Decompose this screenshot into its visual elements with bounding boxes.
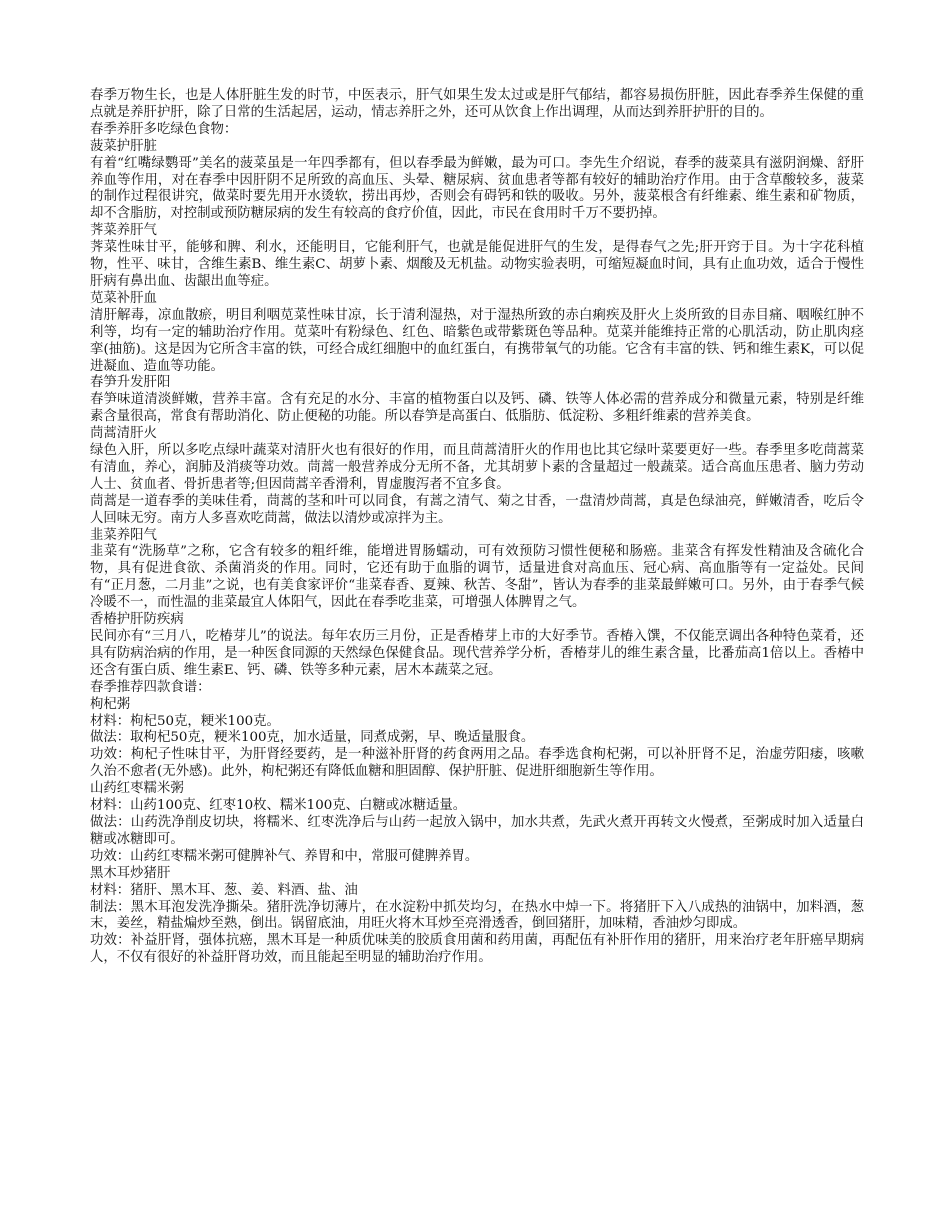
crown-daisy-title: 茼蒿清肝火 [90, 426, 157, 442]
amaranth-title: 苋菜补肝血 [90, 290, 157, 306]
chives-title: 韭菜养阳气 [90, 527, 157, 543]
spinach-text: 有着“红嘴绿鹦哥”美名的菠菜虽是一年四季都有，但以春季最为鲜嫩，最为可口。李先生介绍说，春季的菠菜具有滋阴润燥、舒肝养血等作用，对在春季中因肝阴不足所致的高血压、头晕、糖尿病、贫血患者等都有较好的辅助治疗作用。由于含草酸较多，菠菜的制作过程很讲究，做菜时要先用开水烫软，捞出再炒，否则会有碍钙和铁的吸收。另外，菠菜根含有纤维素、维生素和矿物质，却不含脂肪，对控制或预防糖尿病的发生有较高的食疗价值，因此，市民在食用时千万不要扔掉。 [90, 155, 864, 222]
amaranth-text: 清肝解毒，凉血散瘀，明目利咽苋菜性味甘凉，长于清利湿热，对于湿热所致的赤白痢疾及肝火上炎所致的目赤目痛、咽喉红肿不利等，均有一定的辅助治疗作用。苋菜叶有粉绿色、红色、暗紫色或带紫斑色等品种。苋菜并能维持正常的心肌活动，防止肌肉痉挛(抽筋)。这是因为它所含丰富的铁，可经合成红细胞中的血红蛋白，有携带氧气的功能。它含有丰富的铁、钙和维生素K，可以促进凝血、造血等功能。 [90, 307, 864, 374]
toona-title: 香椿护肝防疾病 [90, 612, 184, 628]
yam-congee-effect: 功效：山药红枣糯米粥可健脾补气、养胃和中，常服可健脾养胃。 [90, 848, 479, 864]
yam-congee-materials: 材料：山药100克、红枣10枚、糯米100克、白糖或冰糖适量。 [90, 798, 467, 814]
section-title-recipes: 春季推荐四款食谱： [90, 679, 211, 695]
yam-congee-title: 山药红枣糯米粥 [90, 781, 184, 797]
shepherds-purse-text: 荠菜性味甘平，能够和脾、利水，还能明目，它能利肝气，也就是能促进肝气的生发，是得春气之先;肝开窍于目。为十字花科植物，性平、味甘，含维生素B、维生素C、胡萝卜素、烟酸及无机盐。动物实验表明，可缩短凝血时间，具有止血功效，适合于慢性肝病有鼻出血、齿龈出血等症。 [90, 240, 864, 289]
pork-liver-materials: 材料：猪肝、黑木耳、葱、姜、料酒、盐、油 [90, 882, 358, 898]
shepherds-purse-title: 荠菜养肝气 [90, 223, 157, 239]
chives-text: 韭菜有“洗肠草”之称，它含有较多的粗纤维，能增进胃肠蠕动，可有效预防习惯性便秘和肠癌。韭菜含有挥发性精油及含硫化合物，具有促进食欲、杀菌消炎的作用。同时，它还有助于血脂的调节，适量进食对高血压、冠心病、高血脂等有一定益处。民间有“正月葱，二月韭”之说，也有美食家评价“韭菜春香、夏辣、秋苦、冬甜”，皆认为春季的韭菜最鲜嫩可口。另外，由于春季气候冷暖不一，而性温的韭菜最宜人体阳气，因此在春季吃韭菜，可增强人体脾胃之气。 [90, 544, 864, 611]
intro-paragraph: 春季万物生长，也是人体肝脏生发的时节，中医表示，肝气如果生发太过或是肝气郁结，都容易损伤肝脏，因此春季养生保健的重点就是养肝护肝，除了日常的生活起居，运动，情志养肝之外，还可从饮食上作出调理，从而达到养肝护肝的目的。 [90, 88, 864, 120]
yam-congee-method: 做法：山药洗净削皮切块，将糯米、红枣洗净后与山药一起放入锅中，加水共煮，先武火煮开再转文火慢煮，至粥成时加入适量白糖或冰糖即可。 [90, 814, 864, 847]
document-body [90, 88, 864, 967]
bamboo-shoot-text: 春笋味道清淡鲜嫩，营养丰富。含有充足的水分、丰富的植物蛋白以及钙、磷、铁等人体必需的营养成分和微量元素，特别是纤维素含量很高，常食有帮助消化、防止便秘的功能。所以春笋是高蛋白、低脂肪、低淀粉、多粗纤维素的营养美食。 [90, 392, 864, 425]
pork-liver-title: 黑木耳炒猪肝 [90, 865, 171, 881]
bamboo-shoot-title: 春笋升发肝阳 [90, 375, 171, 391]
crown-daisy-text-2: 茼蒿是一道春季的美味佳肴，茼蒿的茎和叶可以同食，有蒿之清气、菊之甘香，一盘清炒茼蒿，真是色绿油亮，鲜嫩清香，吃后令人回味无穷。南方人多喜欢吃茼蒿，做法以清炒或凉拌为主。 [90, 493, 864, 526]
wolfberry-congee-effect: 功效：枸杞子性味甘平，为肝肾经要药，是一种滋补肝肾的药食两用之品。春季选食枸杞粥，可以补肝肾不足，治虚劳阳痿，咳嗽久治不愈者(无外感)。此外，枸杞粥还有降低血糖和胆固醇、保护肝脏、促进肝细胞新生等作用。 [90, 747, 864, 780]
pork-liver-method: 制法：黑木耳泡发洗净撕朵。猪肝洗净切薄片，在水淀粉中抓芡均匀，在热水中焯一下。将猪肝下入八成热的油锅中，加料酒，葱末，姜丝，精盐煸炒至熟，倒出。锅留底油，用旺火将木耳炒至亮滑透香，倒回猪肝，加味精，香油炒匀即成。 [90, 899, 864, 932]
section-title-green-foods: 春季养肝多吃绿色食物： [90, 121, 238, 137]
pork-liver-effect: 功效：补益肝肾，强体抗癌，黑木耳是一种质优味美的胶质食用菌和药用菌，再配伍有补肝作用的猪肝，用来治疗老年肝癌早期病人，不仅有很好的补益肝肾功效，而且能起至明显的辅助治疗作用。 [90, 933, 864, 966]
toona-text: 民间亦有“三月八，吃椿芽儿”的说法。每年农历三月份，正是香椿芽上市的大好季节。香椿入馔，不仅能烹调出各种特色菜肴，还具有防病治病的作用，是一种医食同源的天然绿色保健食品。现代营养学分析，香椿芽儿的维生素含量，比番茄高1倍以上。香椿中还含有蛋白质、维生素E、钙、磷、铁等多种元素，居木本蔬菜之冠。 [90, 629, 864, 678]
spinach-title: 菠菜护肝脏 [90, 138, 157, 154]
crown-daisy-text: 绿色入肝，所以多吃点绿叶蔬菜对清肝火也有很好的作用，而且茼蒿清肝火的作用也比其它绿叶菜要更好一些。春季里多吃茼蒿菜有清血，养心，润肺及消痰等功效。茼蒿一般营养成分无所不备，尤其胡萝卜素的含量超过一般蔬菜。适合高血压患者、脑力劳动人士、贫血者、骨折患者等;但因茼蒿辛香滑利，胃虚腹泻者不宜多食。 [90, 443, 864, 492]
wolfberry-congee-title: 枸杞粥 [90, 696, 131, 712]
wolfberry-congee-materials: 材料：枸杞50克，粳米100克。 [90, 713, 280, 729]
wolfberry-congee-method: 做法：取枸杞50克，粳米100克，加水适量，同煮成粥，早、晚适量服食。 [90, 730, 535, 746]
